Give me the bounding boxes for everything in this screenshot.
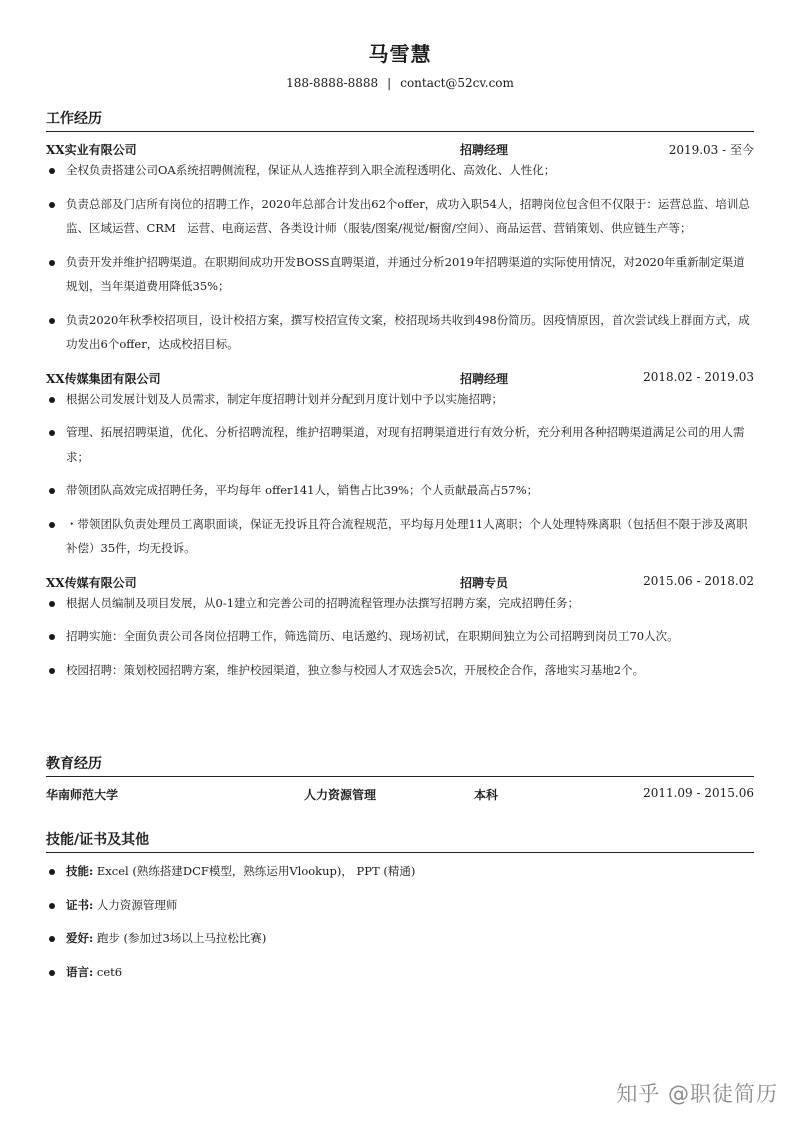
bullet-item bbox=[46, 308, 754, 357]
bullet-text: 校园招聘：策划校园招聘方案，维护校园渠道，独立参与校园人才双选会5次，开展校企合作，落地实习基地2个。 bbox=[66, 662, 645, 677]
skill-item bbox=[46, 926, 754, 951]
job-role: 招聘经理 bbox=[460, 143, 509, 157]
bullet-item bbox=[46, 624, 754, 649]
bullet-item bbox=[46, 420, 754, 469]
bullet-dot-icon bbox=[49, 903, 55, 909]
bullet-dot-icon bbox=[49, 936, 55, 942]
skill-label: 技能: bbox=[66, 864, 94, 878]
bullet-text: 带领团队高效完成招聘任务，平均每年 offer141人，销售占比39%；个人贡献最高占57%； bbox=[66, 483, 539, 497]
bullet-dot-icon bbox=[49, 668, 55, 674]
job-bullets bbox=[46, 158, 754, 357]
bullet-dot-icon bbox=[49, 202, 55, 208]
job-entry bbox=[46, 571, 754, 683]
job-role: 招聘经理 bbox=[460, 371, 509, 386]
skill-text: 人力资源管理师 bbox=[93, 897, 178, 912]
job-date: 2019.03 - 至今 bbox=[668, 143, 754, 157]
job-bullets bbox=[46, 387, 754, 561]
bullet-text: ・带领团队负责处理员工离职面谈，保证无投诉且符合流程规范，平均每月处理11人离职；个人处理特殊离职（包括但不限于涉及离职补偿）35件，均无投诉。 bbox=[66, 516, 748, 555]
contact-line bbox=[0, 76, 800, 90]
company-name: XX传媒有限公司 bbox=[46, 575, 137, 590]
skills-list bbox=[46, 859, 754, 984]
education-row bbox=[46, 783, 754, 803]
bullet-text: 管理、拓展招聘渠道，优化、分析招聘流程，维护招聘渠道，对现有招聘渠道进行有效分析，充分利用各种招聘渠道满足公司的用人需求； bbox=[66, 425, 745, 464]
bullet-dot-icon bbox=[49, 318, 55, 324]
candidate-name: 马雪慧 bbox=[368, 42, 432, 66]
bullet-item bbox=[46, 387, 754, 412]
section-title-work: 工作经历 bbox=[46, 108, 754, 132]
bullet-item bbox=[46, 591, 754, 616]
bullet-dot-icon bbox=[49, 869, 55, 875]
contact-separator: | bbox=[387, 76, 392, 90]
bullet-item bbox=[46, 658, 754, 683]
bullet-item bbox=[46, 512, 754, 561]
section-title-skills: 技能/证书及其他 bbox=[46, 829, 754, 853]
bullet-dot-icon bbox=[49, 260, 55, 266]
job-header bbox=[46, 367, 754, 387]
bullet-dot-icon bbox=[49, 970, 55, 976]
school-name: 华南师范大学 bbox=[46, 788, 119, 802]
job-header bbox=[46, 138, 754, 158]
job-entry bbox=[46, 367, 754, 561]
bullet-item bbox=[46, 478, 754, 503]
bullet-dot-icon bbox=[49, 168, 55, 174]
skill-item bbox=[46, 960, 754, 985]
skill-text: Excel (熟练搭建DCF模型，熟练运用Vlookup)， PPT (精通) bbox=[93, 864, 416, 878]
bullet-dot-icon bbox=[49, 430, 55, 436]
bullet-item bbox=[46, 250, 754, 299]
education-date: 2011.09 - 2015.06 bbox=[643, 786, 754, 800]
job-entry bbox=[46, 138, 754, 357]
education-degree: 本科 bbox=[474, 788, 499, 802]
bullet-item bbox=[46, 192, 754, 241]
skill-text: cet6 bbox=[93, 964, 123, 979]
bullet-text: 负责2020年秋季校招项目，设计校招方案，撰写校招宣传文案，校招现场共收到498份简历。因疫情原因，首次尝试线上群面方式，成功发出6个offer，达成校招目标。 bbox=[66, 312, 750, 351]
job-role: 招聘专员 bbox=[460, 575, 509, 590]
work-section bbox=[46, 108, 754, 692]
skill-label: 证书: bbox=[66, 897, 94, 912]
skill-label: 爱好: bbox=[66, 931, 94, 945]
job-date: 2015.06 - 2018.02 bbox=[643, 573, 754, 588]
skill-label: 语言: bbox=[66, 964, 94, 979]
education-major: 人力资源管理 bbox=[304, 788, 377, 802]
company-name: XX传媒集团有限公司 bbox=[46, 371, 161, 386]
bullet-item bbox=[46, 158, 754, 183]
bullet-text: 根据人员编制及项目发展，从0-1建立和完善公司的招聘流程管理办法撰写招聘方案，完成招聘任务； bbox=[66, 595, 580, 610]
bullet-dot-icon bbox=[49, 601, 55, 607]
skill-text: 跑步 (参加过3场以上马拉松比赛) bbox=[93, 931, 267, 945]
bullet-dot-icon bbox=[49, 397, 55, 403]
bullet-text: 根据公司发展计划及人员需求，制定年度招聘计划并分配到月度计划中予以实施招聘； bbox=[66, 391, 503, 406]
section-title-education: 教育经历 bbox=[46, 753, 754, 777]
bullet-text: 全权负责搭建公司OA系统招聘侧流程，保证从人选推荐到入职全流程透明化、高效化、人性化； bbox=[66, 163, 556, 177]
job-bullets bbox=[46, 591, 754, 683]
watermark-text: 知乎 @职徒简历 bbox=[616, 1082, 778, 1106]
bullet-text: 负责开发并维护招聘渠道。在职期间成功开发BOSS直聘渠道，并通过分析2019年招聘渠道的实际使用情况，对2020年重新制定渠道规划，当年渠道费用降低35%； bbox=[66, 254, 745, 293]
job-header bbox=[46, 571, 754, 591]
company-name: XX实业有限公司 bbox=[46, 143, 137, 157]
email-address: contact@52cv.com bbox=[400, 76, 514, 90]
bullet-dot-icon bbox=[49, 488, 55, 494]
bullet-dot-icon bbox=[49, 522, 55, 528]
job-date: 2018.02 - 2019.03 bbox=[643, 369, 754, 384]
bullet-dot-icon bbox=[49, 634, 55, 640]
skills-section bbox=[46, 829, 754, 993]
phone-number: 188-8888-8888 bbox=[286, 76, 379, 90]
bullet-text: 负责总部及门店所有岗位的招聘工作，2020年总部合计发出62个offer，成功入职54人，招聘岗位包含但不仅限于：运营总监、培训总监、区域运营、CRM 运营、电商运营、各类设计师（服装/图案/视觉/橱窗/空间）、商品运营、营销策划、供应链生产等； bbox=[66, 196, 750, 235]
bullet-text: 招聘实施：全面负责公司各岗位招聘工作，筛选简历、电话邀约、现场初试，在职期间独立为公司招聘到岗员工70人次。 bbox=[66, 629, 679, 643]
education-section bbox=[46, 753, 754, 803]
skill-item bbox=[46, 859, 754, 884]
skill-item bbox=[46, 893, 754, 918]
